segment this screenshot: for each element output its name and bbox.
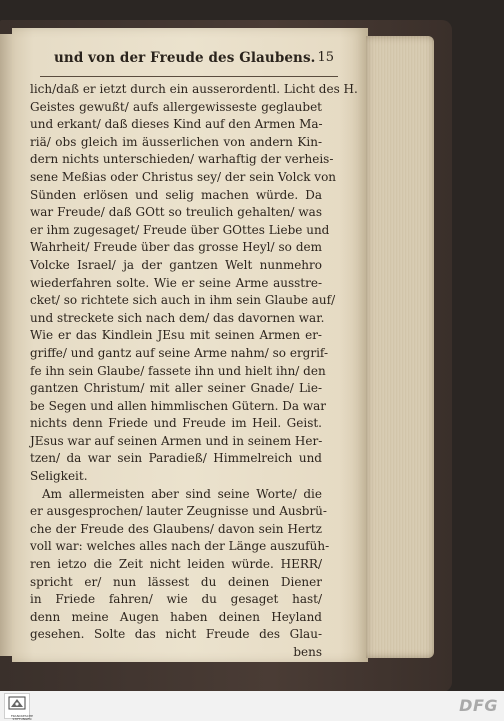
page-block-edges: [366, 36, 434, 658]
text-line: Wie er das Kindlein JEsu mit seinen Armen er-: [30, 328, 322, 343]
text-line: JEsus war auf seinen Armen und in seinem Her-: [30, 433, 323, 448]
logo-caption: FRANCKESCHE STIFTUNGEN: [10, 714, 34, 721]
text-line: tzen/ da war sein Paradieß/ Himmelreich und: [30, 451, 322, 466]
text-line: Am allermeisten aber sind seine Worte/ die: [42, 486, 322, 501]
text-line: sene Meßias oder Christus sey/ der sein Volck von: [30, 169, 337, 184]
text-line: griffe/ und gantz auf seine Arme nahm/ so ergrif-: [30, 345, 329, 360]
text-line: Wahrheit/ Freude über das grosse Heyl/ so dem: [30, 240, 322, 255]
text-line: nichts denn Friede und Freude im Heil. Geist.: [30, 416, 322, 431]
text-line: dern nichts unterschieden/ warhaftig der verheis-: [30, 152, 334, 167]
text-line: bens: [293, 645, 322, 659]
text-line: wiederfahren solte. Wie er seine Arme ausstre-: [30, 275, 322, 290]
text-line: gantzen Christum/ mit aller seiner Gnade/ Lie-: [30, 381, 322, 396]
text-line: spricht er/ nun lässest du deinen Diener: [30, 574, 322, 589]
foundation-emblem-icon: [8, 696, 26, 714]
foundation-logo: [4, 693, 34, 721]
text-line: lich/daß er ietzt durch ein ausserordentl. Licht des H.: [30, 82, 358, 96]
text-line: er ausgesprochen/ lauter Zeugnisse und Ausbrü-: [30, 504, 327, 519]
body-text: [30, 81, 358, 662]
text-line: cket/ so richtete sich auch in ihm sein Glaube auf/: [30, 293, 336, 308]
text-line: Sünden erlösen und selig machen würde. Da: [30, 187, 322, 202]
text-line: er ihm zugesaget/ Freude über GOttes Liebe und: [30, 222, 330, 237]
text-line: voll war: welches alles nach der Länge auszufüh-: [30, 539, 330, 554]
footer-bar: [0, 691, 504, 721]
text-line: denn meine Augen haben deinen Heyland: [30, 609, 322, 624]
text-line: Geistes gewußt/ aufs allergewisseste geglaubet: [30, 99, 322, 114]
text-line: in Friede fahren/ wie du gesaget hast/: [30, 592, 322, 607]
text-line: war Freude/ daß GOtt so treulich gehalten/ was: [30, 205, 322, 220]
text-line: be Segen und allen himmlischen Gütern. Da war: [30, 398, 327, 413]
text-line: fe ihn sein Glaube/ fassete ihn und hielt ihn/ den: [30, 363, 326, 378]
page-number: 15: [317, 50, 334, 65]
text-line: Seligkeit.: [30, 469, 88, 484]
text-line: riä/ obs gleich im äusserlichen von andern Kin-: [30, 134, 322, 149]
text-line: und streckete sich nach dem/ das davornen war.: [30, 310, 325, 325]
text-line: Volcke Israel/ ja der gantzen Welt nunmehro: [30, 257, 322, 272]
running-title: und von der Freude des Glaubens.: [54, 50, 316, 66]
dfg-logo: DFG: [459, 696, 498, 715]
text-line: che der Freude des Glaubens/ davon sein Hertz: [30, 521, 322, 536]
running-header: [40, 48, 340, 70]
text-line: ren ietzo die Zeit nicht leiden würde. HERR/: [30, 557, 322, 572]
text-line: gesehen. Solte das nicht Freude des Glau-: [30, 627, 322, 642]
header-rule: [40, 76, 338, 77]
text-line: und erkant/ daß dieses Kind auf den Armen Ma-: [30, 117, 323, 132]
